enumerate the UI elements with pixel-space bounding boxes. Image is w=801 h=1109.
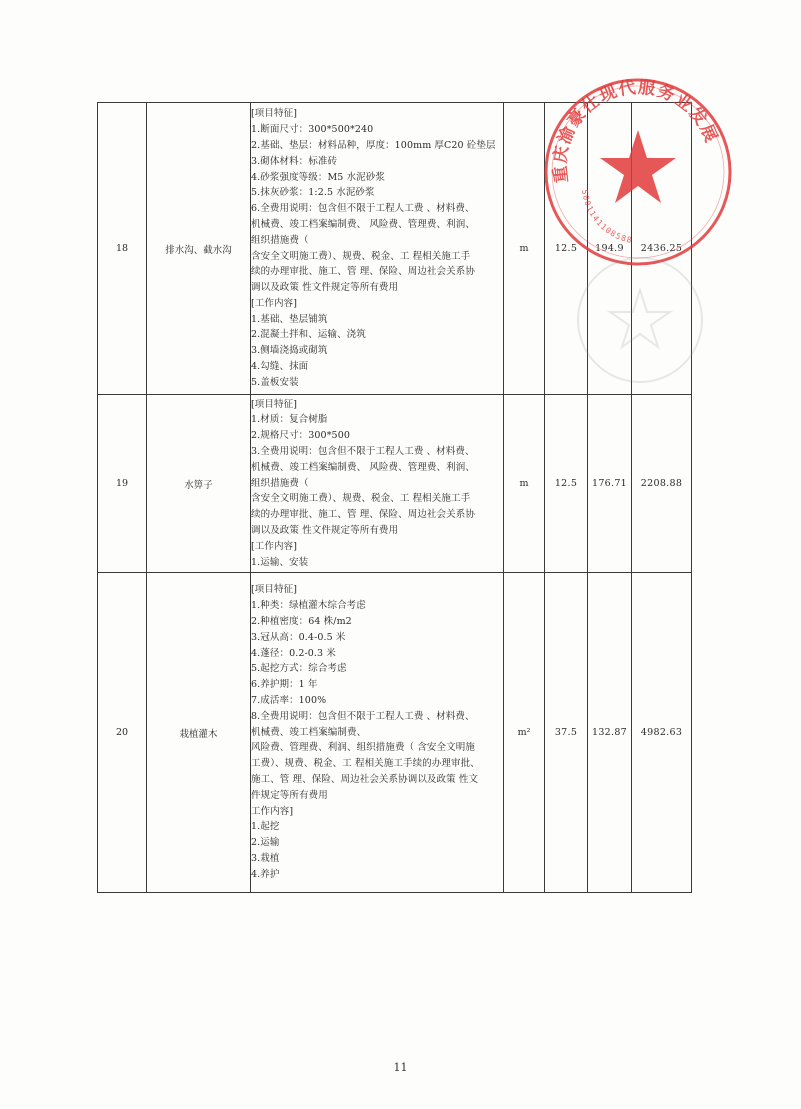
item-description	[251, 395, 504, 573]
description-line: [项目特征]	[251, 108, 298, 120]
item-unit: m	[504, 103, 545, 395]
description-line: 2.种植密度：64 株/m2	[251, 616, 352, 628]
description-line: 2.规格尺寸：300*500	[251, 430, 350, 442]
description-line: 1.材质：复合树脂	[251, 414, 328, 426]
item-unit-price: 132.87	[588, 573, 632, 893]
description-line: 机械费、竣工档案编制费、 风险费、管理费、利润、	[251, 461, 475, 473]
item-unit: m	[504, 395, 545, 573]
item-description	[251, 103, 504, 395]
description-line: 含安全文明施工费）、规费、税金、工 程相关施工手	[251, 493, 471, 505]
description-line: 1.基础、垫层铺筑	[251, 313, 328, 325]
description-line: [项目特征]	[251, 584, 298, 596]
description-line: [工作内容]	[251, 297, 298, 309]
description-line: 件规定等所有费用	[251, 789, 328, 801]
table-row	[98, 573, 692, 893]
item-quantity: 12.5	[545, 395, 588, 573]
item-quantity: 37.5	[545, 573, 588, 893]
description-line: [工作内容]	[251, 540, 298, 552]
description-line: 7.成活率：100%	[251, 695, 327, 706]
description-line: 调以及政策 性文件规定等所有费用	[251, 282, 399, 294]
description-line: 组织措施费（	[251, 477, 309, 489]
row-number: 19	[98, 395, 147, 573]
page-number: 11	[393, 1061, 408, 1074]
row-number: 20	[98, 573, 147, 893]
description-line: 5.盖板安装	[251, 376, 299, 388]
item-description	[251, 573, 504, 893]
description-line: 4.勾缝、抹面	[251, 361, 309, 373]
item-name: 水箅子	[147, 395, 251, 573]
item-quantity: 12.5	[545, 103, 588, 395]
item-name: 排水沟、截水沟	[147, 103, 251, 395]
description-line: 2.运输	[251, 837, 280, 849]
description-line: 续的办理审批、施工、管 理、保险、周边社会关系协	[251, 266, 475, 278]
description-line: 3.栽植	[251, 852, 280, 864]
description-line: 4.蓬径：0.2-0.3 米	[251, 647, 336, 659]
description-line: 续的办理审批、施工、管 理、保险、周边社会关系协	[251, 509, 475, 521]
item-total: 4982.63	[632, 573, 692, 893]
description-line: 机械费、竣工档案编制费、	[251, 726, 367, 738]
table-row	[98, 103, 692, 395]
description-line: 3.砌体材料：标准砖	[251, 155, 338, 167]
description-line: 4.养护	[251, 868, 280, 880]
description-line: 1.起挖	[251, 821, 280, 833]
description-line: 调以及政策 性文件规定等所有费用	[251, 524, 399, 536]
description-line: 组织措施费（	[251, 234, 309, 246]
description-line: 机械费、竣工档案编制费、 风险费、管理费、利润、	[251, 218, 475, 230]
item-name: 栽植灌木	[147, 573, 251, 893]
item-total: 2208.88	[632, 395, 692, 573]
description-line: 工作内容]	[251, 805, 294, 817]
description-line: 8.全费用说明：包含但不限于工程人工费 、材料费、	[251, 710, 475, 722]
description-line: 工费）、规费、税金、工 程相关施工手续的办理审批、	[251, 758, 480, 770]
svg-text:重庆渝豪仕现代服务业发展: 重庆渝豪仕现代服务业发展	[550, 77, 722, 184]
bill-of-quantities-table	[97, 102, 692, 893]
table-row	[98, 395, 692, 573]
description-line: 1.运输、安装	[251, 556, 309, 568]
description-line: 风险费、管理费、利润、组织措施费（ 含安全文明施	[251, 742, 475, 754]
description-line: 3.全费用说明：包含但不限于工程人工费 、材料费、	[251, 446, 475, 457]
description-line: 2.基础、垫层：材料品种，厚度：100mm 厚C20 砼垫层	[251, 139, 496, 151]
description-line: [项目特征]	[251, 398, 298, 410]
description-line: 2.混凝土拌和、运输、浇筑	[251, 329, 366, 341]
description-line: 施工、管 理、保险、周边社会关系协调以及政策 性文	[251, 773, 479, 785]
description-line: 5.起挖方式：综合考虑	[251, 663, 347, 675]
item-unit-price: 194.9	[588, 103, 632, 395]
description-line: 5.抹灰砂浆：1:2.5 水泥砂浆	[251, 187, 375, 199]
description-line: 1.断面尺寸：300*500*240	[251, 124, 374, 136]
description-line: 含安全文明施工费）、规费、税金、工 程相关施工手	[251, 250, 471, 262]
item-unit-price: 176.71	[588, 395, 632, 573]
row-number: 18	[98, 103, 147, 395]
description-line: 6.养护期：1 年	[251, 679, 318, 691]
description-line: 6.全费用说明：包含但不限于工程人工费 、材料费、	[251, 203, 475, 215]
description-line: 3.侧墙浇捣或砌筑	[251, 345, 328, 357]
description-line: 1.种类：绿植灌木综合考虑	[251, 600, 366, 612]
item-total: 2436.25	[632, 103, 692, 395]
item-unit: m²	[504, 573, 545, 893]
description-line: 3.冠从高：0.4-0.5 米	[251, 631, 346, 643]
description-line: 4.砂浆强度等级：M5 水泥砂浆	[251, 171, 385, 183]
svg-text:5001141108588: 5001141108588	[579, 188, 634, 246]
